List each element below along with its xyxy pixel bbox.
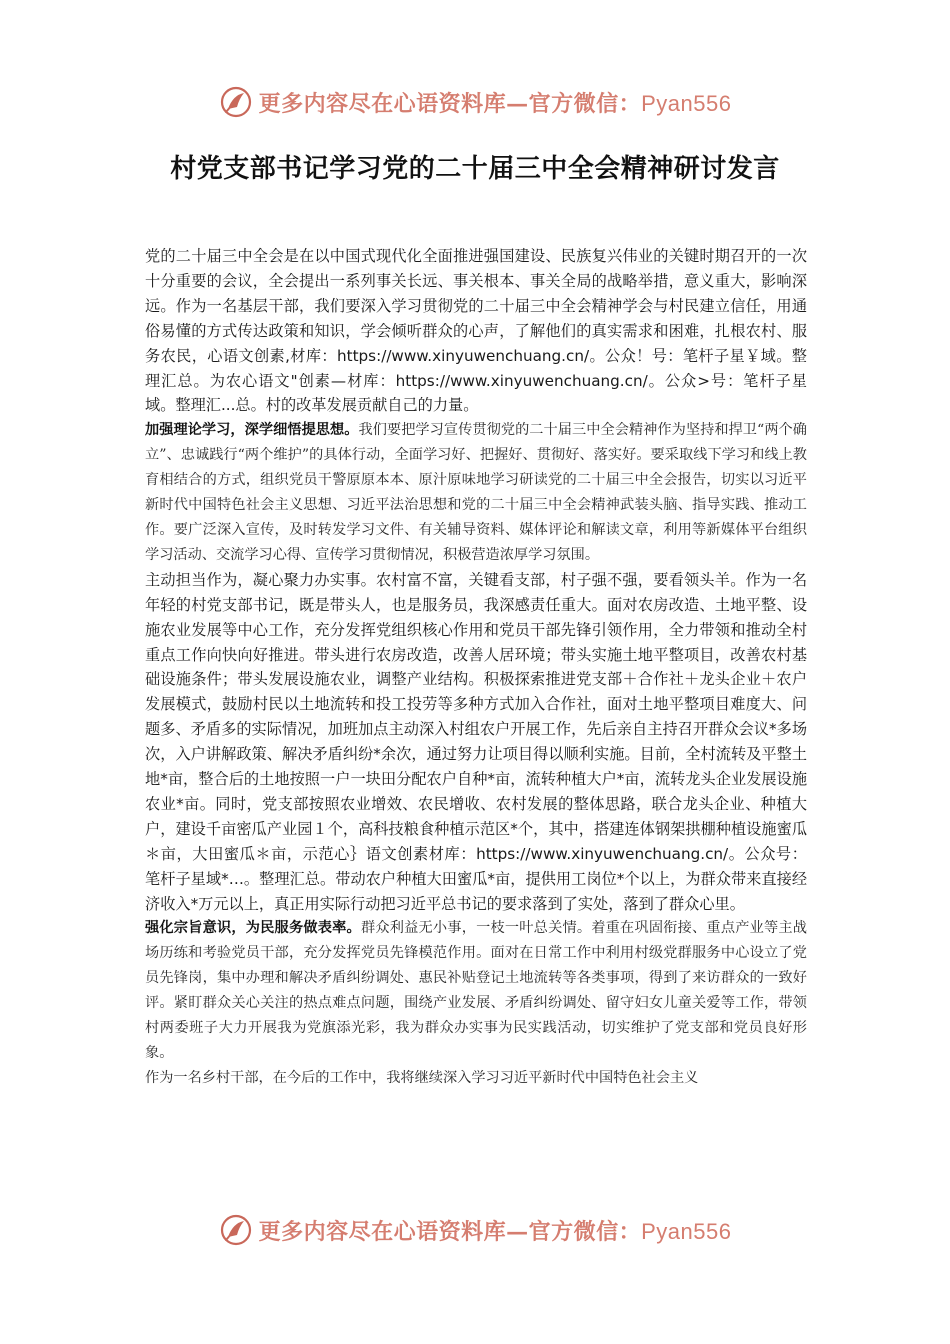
logo-icon — [219, 1213, 253, 1247]
page-title: 村党支部书记学习党的二十届三中全会精神研讨发言 — [170, 154, 780, 184]
paragraph-intro: 党的二十届三中全会是在以中国式现代化全面推进强国建设、民族复兴伟业的关键时期召开的一次十分重要的会议，全会提出一系列事关长远、事关根本、事关全局的战略举措，意义重大，影响深远。作为一名基层干部，我们要深入学习贯彻党的二十届三中全会精神学会与村民建立信任，用通俗易懂的方式传达政策和知识，学会倾听群众的心声，了解他们的真实需求和困难，扎根农村、服务农民，心语文创素,材库：https://www.xinyuwenchuang.cn/。公众！号：笔杆子星￥域。整理汇总。为农心语文"创素—材库：https://www.xinyuwenchuang.cn/。公众>号：笔杆子星域。整理汇...总。村的改革发展贡献自己的力量。 — [145, 247, 807, 415]
paragraph-conclusion: 作为一名乡村干部，在今后的工作中，我将继续深入学习习近平新时代中国特色社会主义 — [145, 1069, 699, 1086]
document-body — [145, 244, 807, 1091]
logo-icon — [219, 85, 253, 119]
watermark-text: 更多内容尽在心语资料库—官方微信：Pyan556 — [258, 1218, 732, 1245]
paragraph-serve-people: 强化宗旨意识，为民服务做表率。群众利益无小事，一枝一叶总关情。着重在巩固衔接、重点产业等主战场历练和考验党员干部，充分发挥党员先锋模范作用。面对在日常工作中利用村级党群服务中心设立了党员先锋岗，集中办理和解决矛盾纠纷调处、惠民补贴登记土地流转等各类事项，得到了来访群众的一致好评。紧盯群众关心关注的热点难点问题，围绕产业发展、矛盾纠纷调处、留守妇女儿童关爱等工作，带领村两委班子大力开展我为党旗添光彩，我为群众办实事为民实践活动，切实维护了党支部和党员良好形象。 — [145, 920, 807, 1061]
watermark-footer — [0, 1210, 950, 1250]
paragraph-theory-study: 加强理论学习，深学细悟提思想。我们要把学习宣传贯彻党的二十届三中全会精神作为坚持和捍卫“两个确立”、忠诚践行“两个维护”的具体行动，全面学习好、把握好、贯彻好、落实好。要采取线下学习和线上教育相结合的方式，组织党员干警原原本本、原汁原味地学习研读党的二十届三中全会报告，切实以习近平新时代中国特色社会主义思想、习近平法治思想和党的二十届三中全会精神武装头脑、指导实践、推动工作。要广泛深入宣传，及时转发学习文件、有关辅导资料、媒体评论和解读文章，利用等新媒体平台组织学习活动、交流学习心得、宣传学习贯彻情况，积极营造浓厚学习氛围。 — [145, 422, 807, 563]
paragraph-take-action: 主动担当作为，凝心聚力办实事。农村富不富，关键看支部，村子强不强，要看领头羊。作为一名年轻的村党支部书记，既是带头人，也是服务员，我深感责任重大。面对农房改造、土地平整、设施农业发展等中心工作，充分发挥党组织核心作用和党员干部先锋引领作用，全力带领和推动全村重点工作向快向好推进。带头进行农房改造，改善人居环境；带头实施土地平整项目，改善农村基础设施条件；带头发展设施农业，调整产业结构。积极探索推进党支部＋合作社＋龙头企业＋农户发展模式，鼓励村民以土地流转和投工投劳等多种方式加入合作社，面对土地平整项目难度大、问题多、矛盾多的实际情况，加班加点主动深入村组农户开展工作，先后亲自主持召开群众会议*多场次，入户讲解政策、解决矛盾纠纷*余次，通过努力让项目得以顺利实施。目前，全村流转及平整土地*亩，整合后的土地按照一户一块田分配农户自种*亩，流转种植大户*亩，流转龙头企业发展设施农业*亩。同时，党支部按照农业增效、农民增收、农村发展的整体思路，联合龙头企业、种植大户，建设千亩密瓜产业园１个，高科技粮食种植示范区*个，其中，搭建连体钢架拱棚种植设施蜜瓜＊亩，大田蜜瓜＊亩，示范心｝语文创素材库：https://www.xinyuwenchuang.cn/。公众号：笔杆子星域*…。整理汇总。带动农户种植大田蜜瓜*亩，提供用工岗位*个以上，为群众带来直接经济收入*万元以上，真正用实际行动把习近平总书记的要求落到了实处，落到了群众心里。 — [145, 570, 807, 913]
watermark-text: 更多内容尽在心语资料库—官方微信：Pyan556 — [258, 90, 732, 117]
watermark-header — [0, 82, 950, 122]
